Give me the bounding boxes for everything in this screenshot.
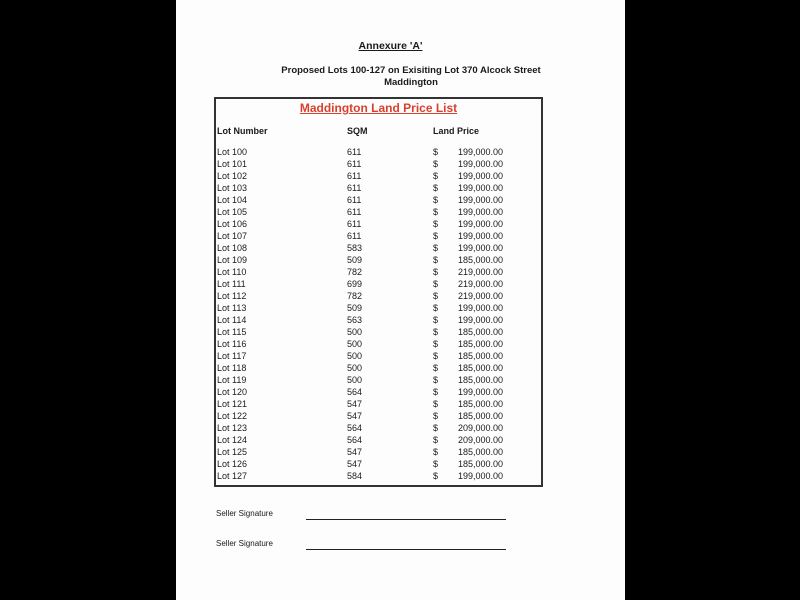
lot-cell: Lot 126 [217, 459, 248, 469]
table-row [217, 434, 537, 446]
price-cell: 185,000.00 [457, 447, 503, 457]
currency-cell: $ [433, 243, 439, 253]
lot-cell: Lot 103 [217, 183, 248, 193]
table-row [217, 206, 537, 218]
table-row [217, 158, 537, 170]
document-subtitle [216, 65, 606, 89]
currency-cell: $ [433, 387, 439, 397]
sqm-cell: 611 [347, 159, 362, 169]
lot-cell: Lot 117 [217, 351, 247, 361]
sqm-cell: 563 [347, 315, 363, 325]
sqm-cell: 583 [347, 243, 363, 253]
seller-signature-label-1: Seller Signature [216, 509, 273, 518]
currency-cell: $ [433, 303, 439, 313]
table-row [217, 266, 537, 278]
price-cell: 185,000.00 [457, 339, 503, 349]
price-cell: 185,000.00 [457, 351, 503, 361]
lot-cell: Lot 127 [217, 471, 248, 481]
currency-cell: $ [433, 471, 439, 481]
sqm-cell: 500 [347, 339, 363, 349]
sqm-cell: 500 [347, 351, 363, 361]
table-row [217, 386, 537, 398]
lot-cell: Lot 101 [217, 159, 248, 169]
currency-cell: $ [433, 339, 439, 349]
sqm-cell: 611 [347, 147, 362, 157]
signature-line-1 [306, 519, 506, 520]
annexure-heading: Annexure 'A' [358, 40, 423, 52]
price-cell: 199,000.00 [457, 303, 503, 313]
sqm-cell: 782 [347, 291, 363, 301]
sqm-cell: 699 [347, 279, 363, 289]
sqm-cell: 584 [347, 471, 363, 481]
price-cell: 219,000.00 [457, 267, 503, 277]
price-cell: 199,000.00 [457, 207, 503, 217]
lot-cell: Lot 105 [217, 207, 248, 217]
currency-cell: $ [433, 411, 439, 421]
price-cell: 199,000.00 [457, 183, 503, 193]
lot-cell: Lot 100 [217, 147, 248, 157]
table-row [217, 170, 537, 182]
lot-cell: Lot 104 [217, 195, 248, 205]
table-row [217, 362, 537, 374]
table-row [217, 314, 537, 326]
sqm-cell: 611 [347, 207, 362, 217]
lot-cell: Lot 102 [217, 171, 248, 181]
lot-cell: Lot 125 [217, 447, 248, 457]
price-list-title: Maddington Land Price List [299, 101, 458, 115]
sqm-cell: 564 [347, 387, 363, 397]
currency-cell: $ [433, 351, 439, 361]
currency-cell: $ [433, 255, 439, 265]
lot-cell: Lot 118 [217, 363, 247, 373]
currency-cell: $ [433, 195, 439, 205]
price-cell: 199,000.00 [457, 159, 503, 169]
lot-cell: Lot 116 [217, 339, 247, 349]
sqm-cell: 564 [347, 435, 363, 445]
lot-cell: Lot 108 [217, 243, 248, 253]
table-row [217, 218, 537, 230]
lot-cell: Lot 124 [217, 435, 248, 445]
signature-line-2 [306, 549, 506, 550]
sqm-cell: 509 [347, 255, 363, 265]
lot-cell: Lot 109 [217, 255, 248, 265]
price-list-rows [217, 146, 537, 482]
price-cell: 219,000.00 [457, 291, 503, 301]
lot-cell: Lot 111 [217, 279, 246, 289]
currency-cell: $ [433, 183, 439, 193]
lot-cell: Lot 106 [217, 219, 248, 229]
lot-cell: Lot 120 [217, 387, 248, 397]
currency-cell: $ [433, 159, 439, 169]
table-row [217, 194, 537, 206]
table-row [217, 374, 537, 386]
currency-cell: $ [433, 375, 439, 385]
sqm-cell: 611 [347, 183, 362, 193]
table-row [217, 350, 537, 362]
table-row [217, 302, 537, 314]
sqm-cell: 500 [347, 363, 363, 373]
sqm-cell: 564 [347, 423, 363, 433]
document-page [176, 0, 625, 600]
price-cell: 199,000.00 [457, 315, 503, 325]
lot-cell: Lot 119 [217, 375, 247, 385]
sqm-cell: 547 [347, 447, 363, 457]
subtitle-line-2: Maddington [384, 77, 438, 88]
sqm-cell: 547 [347, 399, 363, 409]
currency-cell: $ [433, 279, 439, 289]
currency-cell: $ [433, 219, 439, 229]
column-header-sqm: SQM [347, 126, 368, 136]
currency-cell: $ [433, 147, 439, 157]
table-row [217, 278, 537, 290]
price-cell: 185,000.00 [457, 399, 503, 409]
table-row [217, 422, 537, 434]
price-cell: 185,000.00 [457, 255, 503, 265]
lot-cell: Lot 107 [217, 231, 248, 241]
price-cell: 209,000.00 [457, 435, 503, 445]
currency-cell: $ [433, 363, 439, 373]
price-cell: 185,000.00 [457, 459, 503, 469]
price-cell: 185,000.00 [457, 375, 503, 385]
sqm-cell: 611 [347, 219, 362, 229]
price-cell: 199,000.00 [457, 195, 503, 205]
sqm-cell: 782 [347, 267, 363, 277]
table-row [217, 290, 537, 302]
price-cell: 209,000.00 [457, 423, 503, 433]
lot-cell: Lot 114 [217, 315, 247, 325]
lot-cell: Lot 121 [217, 399, 248, 409]
table-row [217, 230, 537, 242]
price-list-box [214, 97, 543, 487]
sqm-cell: 500 [347, 375, 363, 385]
sqm-cell: 500 [347, 327, 363, 337]
table-row [217, 338, 537, 350]
lot-cell: Lot 123 [217, 423, 248, 433]
currency-cell: $ [433, 459, 439, 469]
price-cell: 199,000.00 [457, 219, 503, 229]
price-cell: 199,000.00 [457, 387, 503, 397]
price-cell: 219,000.00 [457, 279, 503, 289]
currency-cell: $ [433, 267, 439, 277]
column-header-lot: Lot Number [217, 126, 268, 136]
price-cell: 199,000.00 [457, 171, 503, 181]
currency-cell: $ [433, 399, 439, 409]
table-row [217, 254, 537, 266]
currency-cell: $ [433, 315, 439, 325]
currency-cell: $ [433, 435, 439, 445]
sqm-cell: 611 [347, 171, 362, 181]
table-row [217, 182, 537, 194]
price-cell: 199,000.00 [457, 231, 503, 241]
lot-cell: Lot 115 [217, 327, 247, 337]
sqm-cell: 509 [347, 303, 363, 313]
sqm-cell: 611 [347, 231, 362, 241]
currency-cell: $ [433, 207, 439, 217]
currency-cell: $ [433, 423, 439, 433]
sqm-cell: 547 [347, 459, 363, 469]
currency-cell: $ [433, 231, 439, 241]
lot-cell: Lot 112 [217, 291, 247, 301]
currency-cell: $ [433, 291, 439, 301]
currency-cell: $ [433, 327, 439, 337]
price-cell: 185,000.00 [457, 327, 503, 337]
currency-cell: $ [433, 171, 439, 181]
lot-cell: Lot 122 [217, 411, 248, 421]
price-cell: 185,000.00 [457, 411, 503, 421]
table-row [217, 470, 537, 482]
seller-signature-label-2: Seller Signature [216, 539, 273, 548]
lot-cell: Lot 113 [217, 303, 247, 313]
table-row [217, 326, 537, 338]
price-cell: 199,000.00 [457, 471, 503, 481]
currency-cell: $ [433, 447, 439, 457]
table-row [217, 398, 537, 410]
lot-cell: Lot 110 [217, 267, 247, 277]
table-row [217, 242, 537, 254]
sqm-cell: 611 [347, 195, 362, 205]
column-header-price: Land Price [433, 126, 480, 136]
table-row [217, 446, 537, 458]
price-cell: 199,000.00 [457, 243, 503, 253]
table-row [217, 146, 537, 158]
subtitle-line-1: Proposed Lots 100-127 on Exisiting Lot 370 Alcock Street [281, 65, 541, 76]
price-cell: 185,000.00 [457, 363, 503, 373]
table-row [217, 458, 537, 470]
sqm-cell: 547 [347, 411, 363, 421]
price-cell: 199,000.00 [457, 147, 503, 157]
table-row [217, 410, 537, 422]
